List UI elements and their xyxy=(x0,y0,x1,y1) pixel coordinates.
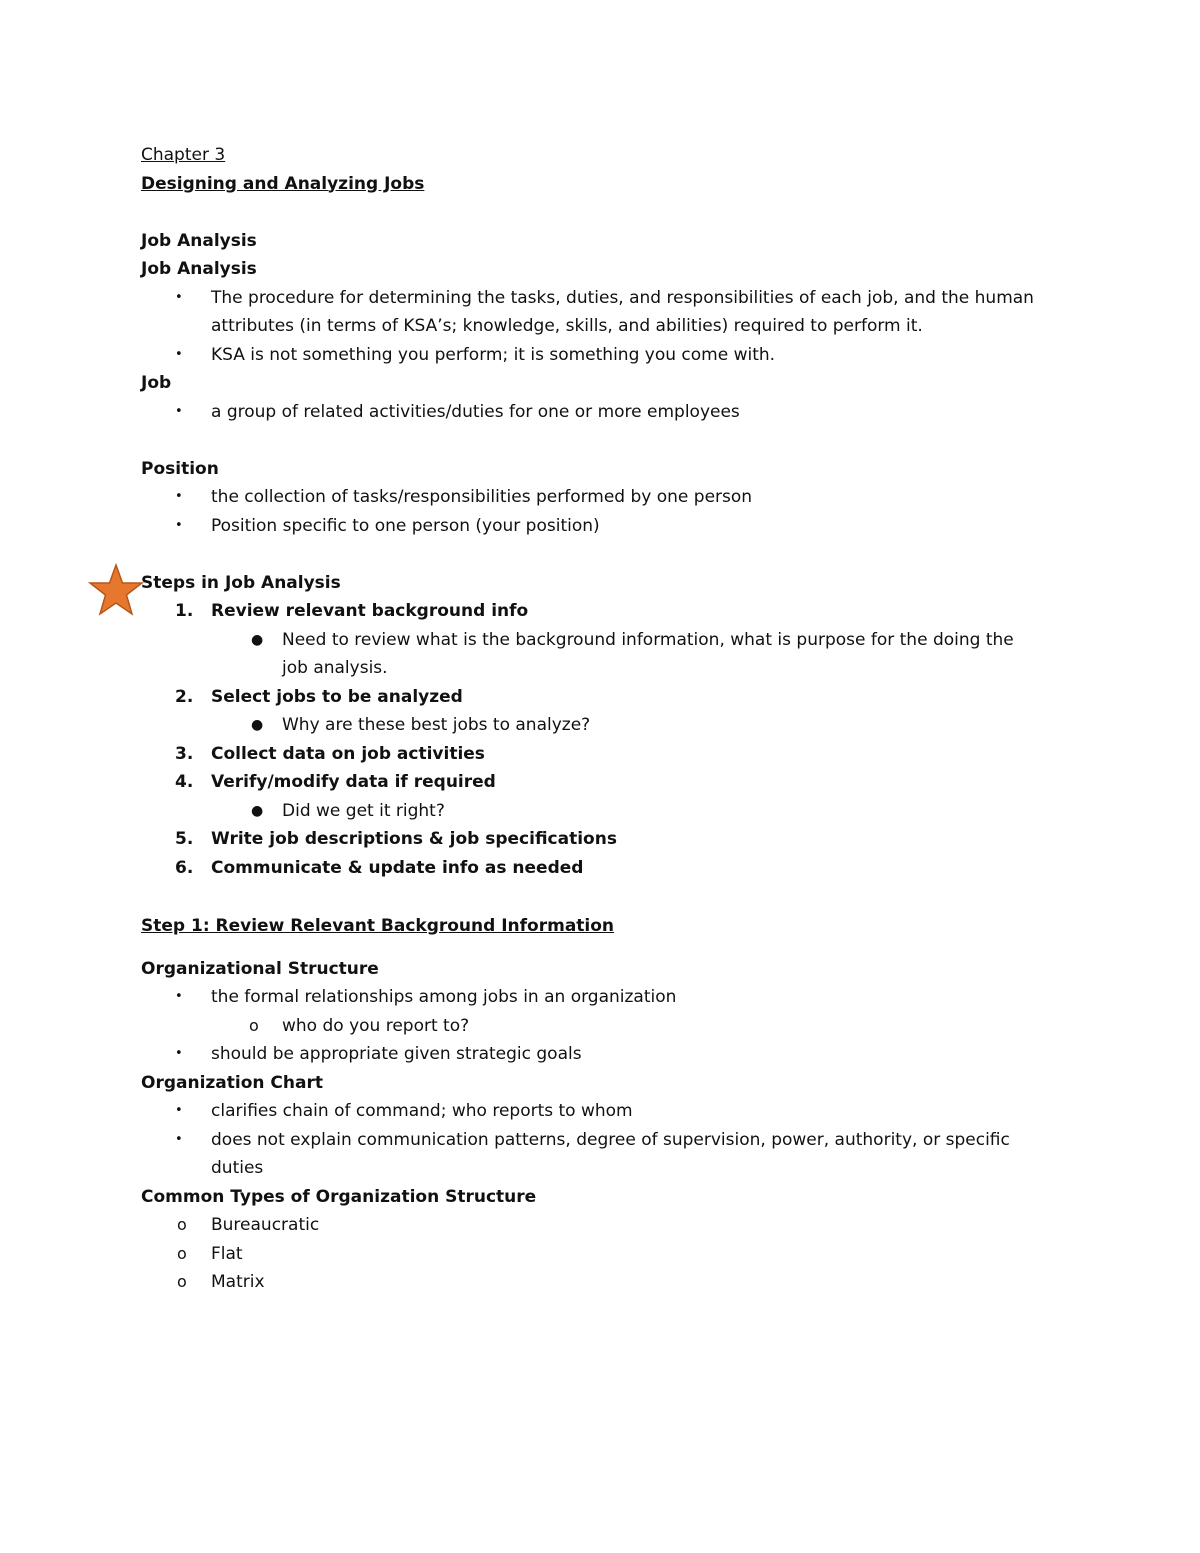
star-icon xyxy=(88,563,144,619)
list-item: • clarifies chain of command; who reports to whom xyxy=(141,1097,1071,1126)
list-item: • the collection of tasks/responsibilities performed by one person xyxy=(141,483,1071,512)
list-item: • The procedure for determining the tasks, duties, and responsibilities of each job, and the human xyxy=(141,284,1071,313)
list-item-continuation: duties xyxy=(211,1158,264,1178)
list-item: o Matrix xyxy=(141,1268,1071,1297)
bullet-marker: • xyxy=(175,346,183,362)
bullet-marker: • xyxy=(175,1131,183,1147)
numbered-item: 5. Write job descriptions & job specifications xyxy=(175,829,617,849)
numbered-item: 6. Communicate & update info as needed xyxy=(175,857,584,878)
chapter-title: Designing and Analyzing Jobs xyxy=(141,173,425,194)
list-item-continuation: attributes (in terms of KSA’s; knowledge, skills, and abilities) required to perform it. xyxy=(211,316,923,336)
sub-list-item: ● Why are these best jobs to analyze? xyxy=(141,711,1071,740)
subheading-steps: Steps in Job Analysis xyxy=(141,572,341,593)
subheading-position: Position xyxy=(141,458,219,479)
bullet-marker: • xyxy=(175,289,183,305)
subheading-job-analysis: Job Analysis xyxy=(141,259,257,279)
list-item: o Bureaucratic xyxy=(141,1211,1071,1240)
sub-list-item: ● Did we get it right? xyxy=(141,797,1071,826)
bullet-marker: ● xyxy=(251,802,264,819)
list-item: • a group of related activities/duties for one or more employees xyxy=(141,398,1071,427)
list-item: o Flat xyxy=(141,1240,1071,1269)
bullet-marker: • xyxy=(175,1103,183,1118)
subheading-org-chart: Organization Chart xyxy=(141,1072,323,1093)
numbered-item: 4. Verify/modify data if required xyxy=(175,772,496,792)
chapter-heading: Chapter 3 xyxy=(141,145,226,165)
list-item: • does not explain communication patterns, degree of supervision, power, authority, or specific xyxy=(141,1126,1071,1155)
numbered-item: 2. Select jobs to be analyzed xyxy=(175,686,463,707)
subheading-org-structure: Organizational Structure xyxy=(141,958,379,979)
list-item: • the formal relationships among jobs in an organization xyxy=(141,983,1071,1012)
list-item: • Position specific to one person (your position) xyxy=(141,512,1071,541)
sub-list-item: ● Need to review what is the background information, what is purpose for the doing the xyxy=(141,626,1071,655)
hollow-marker: o xyxy=(177,1243,187,1263)
subheading-common-types: Common Types of Organization Structure xyxy=(141,1186,537,1207)
sub-list-item-continuation: job analysis. xyxy=(282,658,388,678)
bullet-marker: ● xyxy=(251,717,264,733)
sub-list-item: o who do you report to? xyxy=(141,1012,1071,1041)
section-heading-step1: Step 1: Review Relevant Background Information xyxy=(141,915,615,936)
hollow-marker: o xyxy=(249,1015,259,1035)
list-item: • should be appropriate given strategic goals xyxy=(141,1040,1071,1069)
section-heading-job-analysis: Job Analysis xyxy=(141,230,257,251)
bullet-marker: • xyxy=(175,1046,183,1061)
bullet-marker: • xyxy=(175,489,183,504)
list-item: • KSA is not something you perform; it is something you come with. xyxy=(141,341,1071,370)
bullet-marker: ● xyxy=(251,631,264,648)
bullet-marker: • xyxy=(175,403,183,419)
subheading-job: Job xyxy=(141,373,172,393)
numbered-item: 1. Review relevant background info xyxy=(175,601,529,621)
numbered-item: 3. Collect data on job activities xyxy=(175,743,485,764)
bullet-marker: • xyxy=(175,517,183,533)
document-body xyxy=(141,141,1071,1297)
hollow-marker: o xyxy=(177,1272,187,1291)
bullet-marker: • xyxy=(175,989,183,1004)
hollow-marker: o xyxy=(177,1215,187,1234)
